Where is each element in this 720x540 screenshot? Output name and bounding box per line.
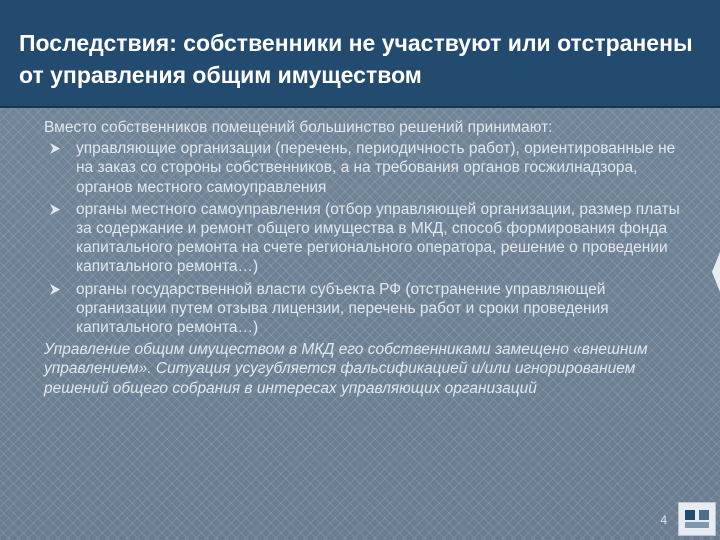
page-number: 4 xyxy=(660,513,667,527)
title-bar xyxy=(0,0,720,108)
bullet-text: органы государственной власти субъекта РФ (отстранение управляющей организации путем отзыва лицензии, перечень работ и сроки проведения капитального ремонта…) xyxy=(76,280,609,337)
bullet-item xyxy=(44,280,694,338)
bullet-text: управляющие организации (перечень, периодичность работ), ориентированные не на заказ со стороны собственников, а на требования органов госжилнадзора, органов местного самоуправления xyxy=(76,140,676,196)
slide-content xyxy=(44,118,694,398)
triangle-icon[interactable] xyxy=(710,252,720,292)
arrow-icon xyxy=(49,142,61,155)
bullet-list xyxy=(44,139,694,337)
bullet-item xyxy=(44,139,694,197)
bullet-item xyxy=(44,200,694,277)
logo-box xyxy=(678,502,716,536)
conclusion-text: Управление общим имуществом в МКД его собственниками замещено «внешним управлением». Ситуация усугубляется фальсификацией и/или игнорированием решений общего собрания в интересах управляющих организаций xyxy=(44,341,648,397)
slide-title: Последствия: собственники не участвуют или отстранены от управления общим имуществом xyxy=(19,30,693,88)
intro-text: Вместо собственников помещений большинство решений принимают: xyxy=(44,119,553,136)
bullet-text: органы местного самоуправления (отбор управляющей организации, размер платы за содержание и ремонт общего имущества в МКД, способ формирования фонда капитального ремонта на счете регионального оператора, решение о проведении капитального ремонта…) xyxy=(76,200,680,276)
logo-icon xyxy=(679,503,715,535)
arrow-icon xyxy=(49,283,61,296)
arrow-icon xyxy=(49,203,61,216)
